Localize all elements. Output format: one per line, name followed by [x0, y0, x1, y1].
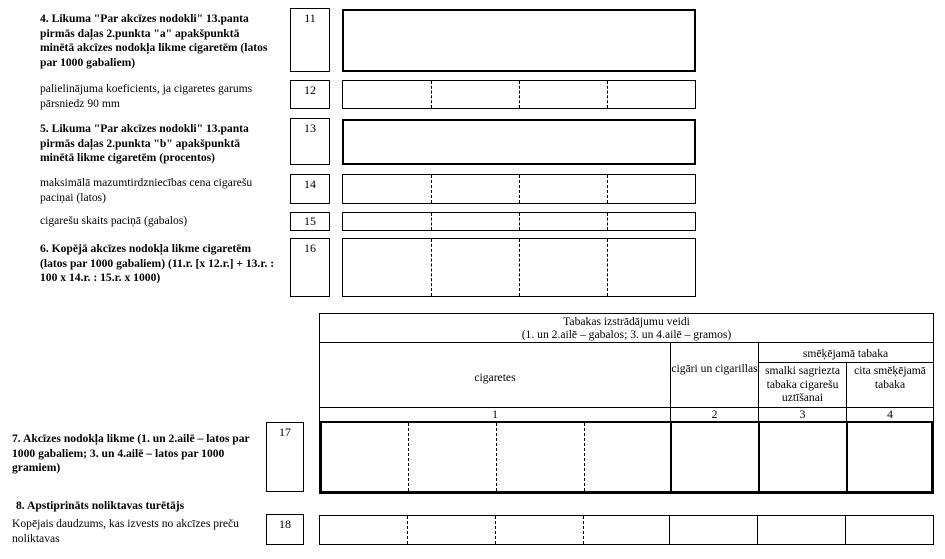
col-2-header: cigāri un cigarillas — [671, 362, 758, 375]
col-4-header: cita smēķējamā tabaka — [854, 364, 926, 391]
table-subtitle: (1. un 2.ailē – gabalos; 3. un 4.ailē – gramos) — [521, 328, 732, 341]
row-15-cell-divider — [519, 213, 520, 230]
row-18-number: 18 — [266, 514, 304, 545]
row-17-label: 7. Akcīzes nodokļa likme (1. un 2.ailē – latos par 1000 gabaliem; 3. un 4.ailē – latos par 1000 gramiem) — [12, 432, 250, 474]
row-14-cell-divider — [431, 175, 432, 203]
row-14-input[interactable] — [342, 174, 696, 204]
row-14-cell-divider — [607, 175, 608, 203]
row-15-label: cigarešu skaits paciņā (gabalos) — [40, 214, 188, 227]
table-divider — [758, 362, 933, 363]
row-12-cell-divider — [519, 81, 520, 108]
section-8-label: 8. Apstiprināts noliktavas turētājs — [16, 499, 185, 512]
row-18-cell-divider — [407, 516, 408, 544]
row-15-input[interactable] — [342, 212, 696, 231]
row-14-number: 14 — [290, 174, 330, 204]
row-15-cell-divider — [607, 213, 608, 230]
row-16-number: 16 — [290, 238, 330, 297]
smoking-tobacco-header: smēķējamā tabaka — [802, 347, 889, 360]
row-12-cell-divider — [607, 81, 608, 108]
row-17-cell-divider — [584, 423, 585, 491]
row-17-cell-divider — [496, 423, 497, 491]
row-16-input[interactable] — [342, 238, 696, 297]
row-16-cell-divider — [519, 239, 520, 296]
row-11-input[interactable] — [342, 9, 696, 72]
row-17-col-divider — [846, 423, 848, 491]
row-17-cell-divider — [408, 423, 409, 491]
row-18-cell-divider — [583, 516, 584, 544]
row-15-cell-divider — [431, 213, 432, 230]
row-17-col-divider — [758, 423, 760, 491]
row-18-label: Kopējais daudzums, kas izvests no akcīzes preču noliktavas — [12, 517, 239, 545]
col-3-header: smalki sagriezta tabaka cigarešu uztīšanai — [764, 364, 840, 404]
row-11-label: 4. Likuma "Par akcīzes nodokli" 13.panta pirmās daļas 2.punkta "a" apakšpunktā minētā akcīzes nodokļa likme cigaretēm (latos par 1000 gabaliem) — [40, 12, 268, 69]
row-18-col-divider — [845, 516, 846, 544]
row-17-col-divider — [670, 423, 672, 491]
col-2-number: 2 — [711, 408, 718, 421]
row-15-number: 15 — [290, 212, 330, 231]
row-16-cell-divider — [607, 239, 608, 296]
row-12-cell-divider — [431, 81, 432, 108]
row-11-number: 11 — [290, 8, 330, 72]
row-12-number: 12 — [290, 80, 330, 109]
col-4-number: 4 — [887, 408, 893, 421]
row-13-number: 13 — [290, 118, 330, 165]
row-16-label: 6. Kopējā akcīzes nodokļa likme cigaretēm (latos par 1000 gabaliem) (11.r. [x 12.r.] + 13.r. : 100 x 14.r. : 15.r. x 1000) — [40, 242, 275, 284]
table-title: Tabakas izstrādājumu veidi — [563, 315, 690, 328]
row-18-col-divider — [757, 516, 758, 544]
row-16-cell-divider — [431, 239, 432, 296]
row-18-cell-divider — [495, 516, 496, 544]
col-1-number: 1 — [492, 408, 498, 421]
row-18-input[interactable] — [319, 515, 934, 545]
row-13-input[interactable] — [342, 119, 696, 165]
row-14-label: maksimālā mazumtirdzniecības cena cigarešu paciņai (latos) — [40, 176, 253, 204]
row-17-input[interactable] — [320, 421, 933, 493]
row-18-col-divider — [669, 516, 670, 544]
row-17-number: 17 — [266, 422, 304, 492]
col-1-header: cigaretes — [474, 371, 516, 384]
row-12-label: palielinājuma koeficients, ja cigaretes garums pārsniedz 90 mm — [40, 82, 253, 110]
table-divider — [320, 342, 933, 343]
row-14-cell-divider — [519, 175, 520, 203]
row-13-label: 5. Likuma "Par akcīzes nodokli" 13.panta pirmās daļas 2.punkta "b" apakšpunktā minētā likme cigaretēm (procentos) — [40, 122, 249, 164]
row-12-input[interactable] — [342, 80, 696, 109]
col-3-number: 3 — [799, 408, 806, 421]
